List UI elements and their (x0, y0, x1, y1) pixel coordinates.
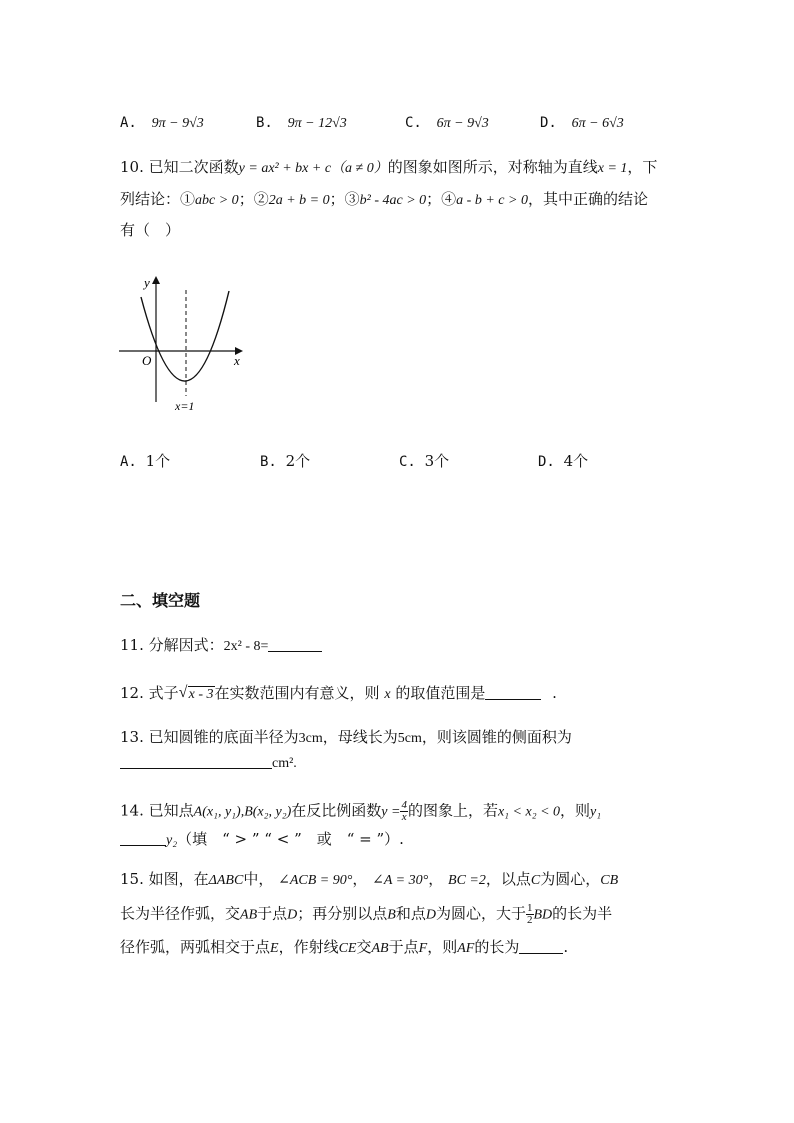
q10-text: 列结论：① (120, 190, 196, 208)
q15-text: ，则 (427, 938, 458, 956)
q15-text: 径作弧，两弧相交于点 (120, 938, 271, 956)
q15-fraction-denominator: 2 (527, 914, 533, 926)
q15-line-2 (120, 903, 612, 926)
q14-y2: y₂ (166, 833, 178, 848)
q9-option-d-value: 6π − 6√3 (571, 116, 624, 131)
q10-option-d-value: 4个 (563, 452, 589, 470)
q15-point-b: B (387, 907, 396, 923)
q9-option-d (540, 112, 624, 134)
q15-text: 中， (243, 870, 274, 888)
q15-text: ，以点 (485, 870, 531, 888)
q10-function: y = ax² + bx + c（a ≠ 0） (238, 161, 388, 176)
q10-option-c-label: C. (399, 454, 416, 470)
x-axis-label: x (234, 353, 240, 368)
q14-point-b: B(x₂, y₂) (244, 804, 292, 820)
q15-ab: AB (240, 907, 258, 923)
q10-text: ，其中正确的结论 (527, 190, 648, 208)
q12-text: 的取值范围是 (395, 684, 486, 702)
q14-text: 已知点 (148, 801, 194, 820)
q13-line-2 (120, 752, 297, 774)
q9-option-c (405, 112, 489, 134)
q14-fraction-numerator: 4 (401, 799, 407, 811)
q15-triangle: ΔABC (208, 873, 244, 888)
q11-text: 分解因式： (148, 636, 224, 654)
q10-option-a-value: 1个 (145, 452, 171, 470)
q14-number: 14. (120, 801, 144, 820)
q10-option-b-label: B. (260, 454, 277, 470)
q14-fraction (400, 800, 408, 823)
q10-option-c-value: 3个 (424, 452, 450, 470)
q12-radicand: x - 3 (188, 687, 214, 702)
q9-option-a-value: 9π − 9√3 (151, 116, 204, 131)
q10-number: 10. (120, 158, 144, 176)
q10-line-2 (120, 189, 648, 211)
q11-answer-blank[interactable] (268, 637, 322, 652)
q12-radical (179, 685, 215, 705)
q15-text: 长为半径作弧，交 (120, 904, 241, 923)
q14-fraction-denominator: x (401, 811, 407, 823)
q10-option-d (538, 451, 588, 472)
q15-point-f: F (418, 941, 428, 956)
q9-option-b-label: B. (256, 115, 273, 131)
q15-end: . (563, 938, 569, 956)
q15-text: 的长为半 (552, 904, 613, 923)
q15-text: ，作射线 (278, 938, 339, 956)
q15-af: AF (457, 941, 475, 956)
q15-fraction-numerator: 1 (527, 902, 533, 914)
symmetry-axis-label: x=1 (175, 399, 195, 413)
q10-option-d-label: D. (538, 454, 555, 470)
q12 (120, 683, 557, 705)
q10-conclusion-2: 2a + b = 0 (268, 193, 330, 208)
q15-number: 15. (120, 870, 144, 888)
q15-text: 交 (356, 938, 372, 956)
q14-condition: x₁ < x₂ < 0 (497, 804, 561, 820)
q10-text: ；② (238, 190, 269, 208)
origin-label: O (142, 353, 152, 368)
q15-ce: CE (338, 941, 357, 956)
q15-text: 和点 (395, 904, 426, 923)
q11-number: 11. (120, 636, 144, 654)
q10-axis-equation: x = 1 (597, 161, 628, 176)
q13-text: ，母线长为 (322, 728, 398, 746)
q10-text: 的图象如图所示，对称轴为直线 (387, 158, 598, 176)
q14-line-2 (120, 829, 404, 851)
q13-answer-blank[interactable] (120, 754, 272, 769)
y-axis-arrow (152, 276, 160, 284)
q15-half-fraction (526, 903, 534, 926)
q15-ab: AB (371, 941, 389, 956)
q14-point-a: A(x₁, y₁) (193, 804, 241, 820)
q15-point-c: C (530, 873, 541, 888)
q14-text: ，则 (560, 801, 591, 820)
q9-option-d-label: D. (540, 115, 557, 131)
q10-text: ，下 (627, 158, 658, 176)
q12-answer-blank[interactable] (485, 685, 541, 700)
q12-end: . (552, 684, 557, 702)
q13-text: ，则该圆锥的侧面积为 (421, 728, 572, 746)
q15-text: 的长为 (474, 938, 520, 956)
q12-number: 12. (120, 684, 144, 702)
q13-slant-height: 5cm (397, 731, 422, 746)
q10-conclusion-4: a - b + c > 0 (456, 193, 528, 208)
radical-sign-icon: √ (178, 684, 188, 701)
q10-option-a (120, 451, 170, 472)
q10-conclusion-1: abc > 0 (195, 193, 239, 208)
q14-function-lhs: y = (381, 804, 401, 820)
q10-line-1 (120, 157, 657, 179)
q15-separator: ， (428, 870, 444, 888)
q9-option-b-value: 9π − 12√3 (287, 116, 347, 131)
q10-conclusion-3: b² - 4ac > 0 (359, 193, 427, 208)
q14-answer-blank[interactable] (120, 831, 166, 846)
q12-variable: x (384, 687, 391, 702)
q9-option-a-label: A. (120, 115, 137, 131)
q15-answer-blank[interactable] (519, 939, 563, 954)
q10-option-c (399, 451, 449, 472)
q15-point-d: D (425, 907, 436, 923)
q15-text: ；再分别以点 (297, 904, 388, 923)
q10-text: 有（ ） (120, 221, 181, 239)
q12-text: 式子 (148, 684, 179, 702)
q13-unit: cm². (272, 756, 297, 771)
q9-option-b (256, 112, 347, 134)
q15-text: 于点 (388, 938, 419, 956)
q15-cb: CB (600, 873, 619, 888)
q11-expression: 2x² - 8= (223, 639, 269, 654)
q11 (120, 635, 322, 657)
q14-y1: y₁ (590, 804, 602, 820)
q13-radius: 3cm (298, 731, 323, 746)
y-axis-label: y (144, 275, 150, 290)
q15-line-1 (120, 869, 618, 891)
q10-option-b-value: 2个 (285, 452, 311, 470)
q10-text: ；③ (329, 190, 360, 208)
q15-point-d: D (287, 907, 298, 923)
q12-text: 在实数范围内有意义，则 (214, 684, 380, 702)
q13-line-1 (120, 727, 572, 749)
q14-text: 在反比例函数 (291, 801, 382, 820)
q14-text: 的图象上，若 (407, 801, 498, 820)
q14-separator: , (240, 804, 245, 820)
parabola-curve (141, 291, 229, 381)
section-title: 二、填空题 (120, 591, 201, 610)
q10-option-b (260, 451, 310, 472)
q15-text: 于点 (257, 904, 288, 923)
q13-text: 已知圆锥的底面半径为 (148, 728, 299, 746)
q15-text: 如图，在 (148, 870, 209, 888)
q9-option-c-value: 6π − 9√3 (436, 116, 489, 131)
q14-line-1 (120, 800, 601, 823)
q15-angle-acb: ∠ACB = 90° (278, 873, 353, 888)
q15-bd: BD (533, 907, 553, 923)
q10-parabola-figure (115, 270, 255, 420)
q15-separator: ， (352, 870, 368, 888)
q15-angle-a: ∠A = 30° (372, 873, 429, 888)
q15-text: 为圆心， (540, 870, 601, 888)
q10-option-a-label: A. (120, 454, 137, 470)
q9-option-c-label: C. (405, 115, 422, 131)
q13-number: 13. (120, 728, 144, 746)
q10-text: ；④ (426, 190, 457, 208)
q15-line-3 (120, 937, 568, 959)
q14-text: （填 “ > ” “ < ” 或 “ = ”）. (177, 830, 404, 848)
q15-point-e: E (270, 941, 279, 956)
q15-text: 为圆心，大于 (435, 904, 526, 923)
q9-options (120, 112, 204, 134)
q15-bc: BC =2 (448, 873, 486, 888)
q10-text: 已知二次函数 (148, 158, 239, 176)
q10-line-3 (120, 220, 180, 240)
